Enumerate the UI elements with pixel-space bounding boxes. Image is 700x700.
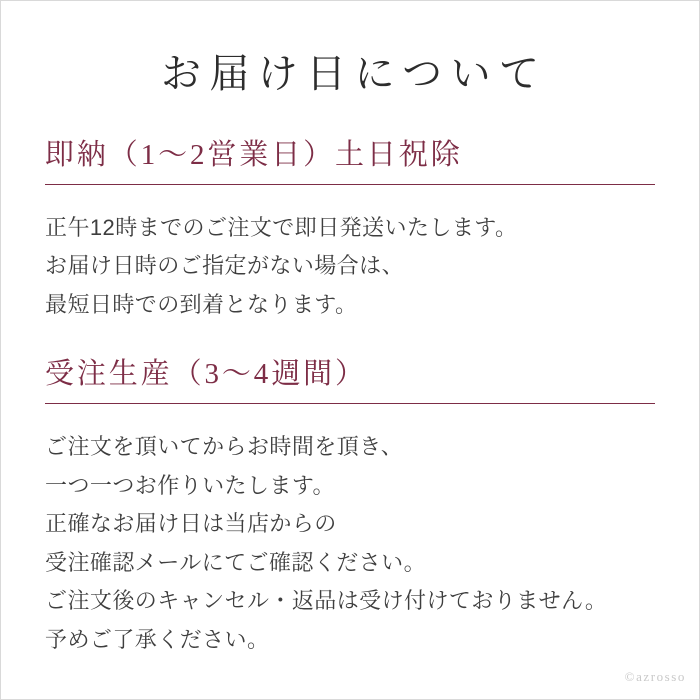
body-line: 正午12時までのご注文で即日発送いたします。	[45, 214, 518, 240]
heading-rule	[45, 403, 655, 404]
body-line: 正確なお届け日は当店からの	[45, 511, 337, 537]
section-made-to-order	[45, 357, 655, 659]
page-title: お届け日について	[160, 51, 548, 96]
section-heading-immediate-shipping: 即納（1～2営業日）土日祝除	[45, 139, 463, 171]
body-line: 一つ一つお作りいたします。	[45, 472, 335, 498]
section-immediate-shipping	[45, 138, 655, 324]
section-body-made-to-order	[45, 428, 655, 659]
body-line: ご注文後のキャンセル・返品は受け付けておりません。	[45, 588, 608, 614]
heading-rule	[45, 184, 655, 185]
section-body-immediate-shipping	[45, 209, 655, 325]
body-line: ご注文を頂いてからお時間を頂き、	[45, 434, 404, 460]
copyright-watermark: ©azrosso	[624, 669, 686, 684]
body-line: お届け日時のご指定がない場合は、	[45, 253, 405, 279]
body-line: 予めご了承ください。	[45, 626, 270, 652]
body-line: 受注確認メールにてご確認ください。	[45, 549, 427, 575]
body-line: 最短日時での到着となります。	[45, 291, 358, 317]
content-area	[1, 1, 699, 659]
section-heading-made-to-order: 受注生産（3～4週間）	[45, 358, 367, 391]
